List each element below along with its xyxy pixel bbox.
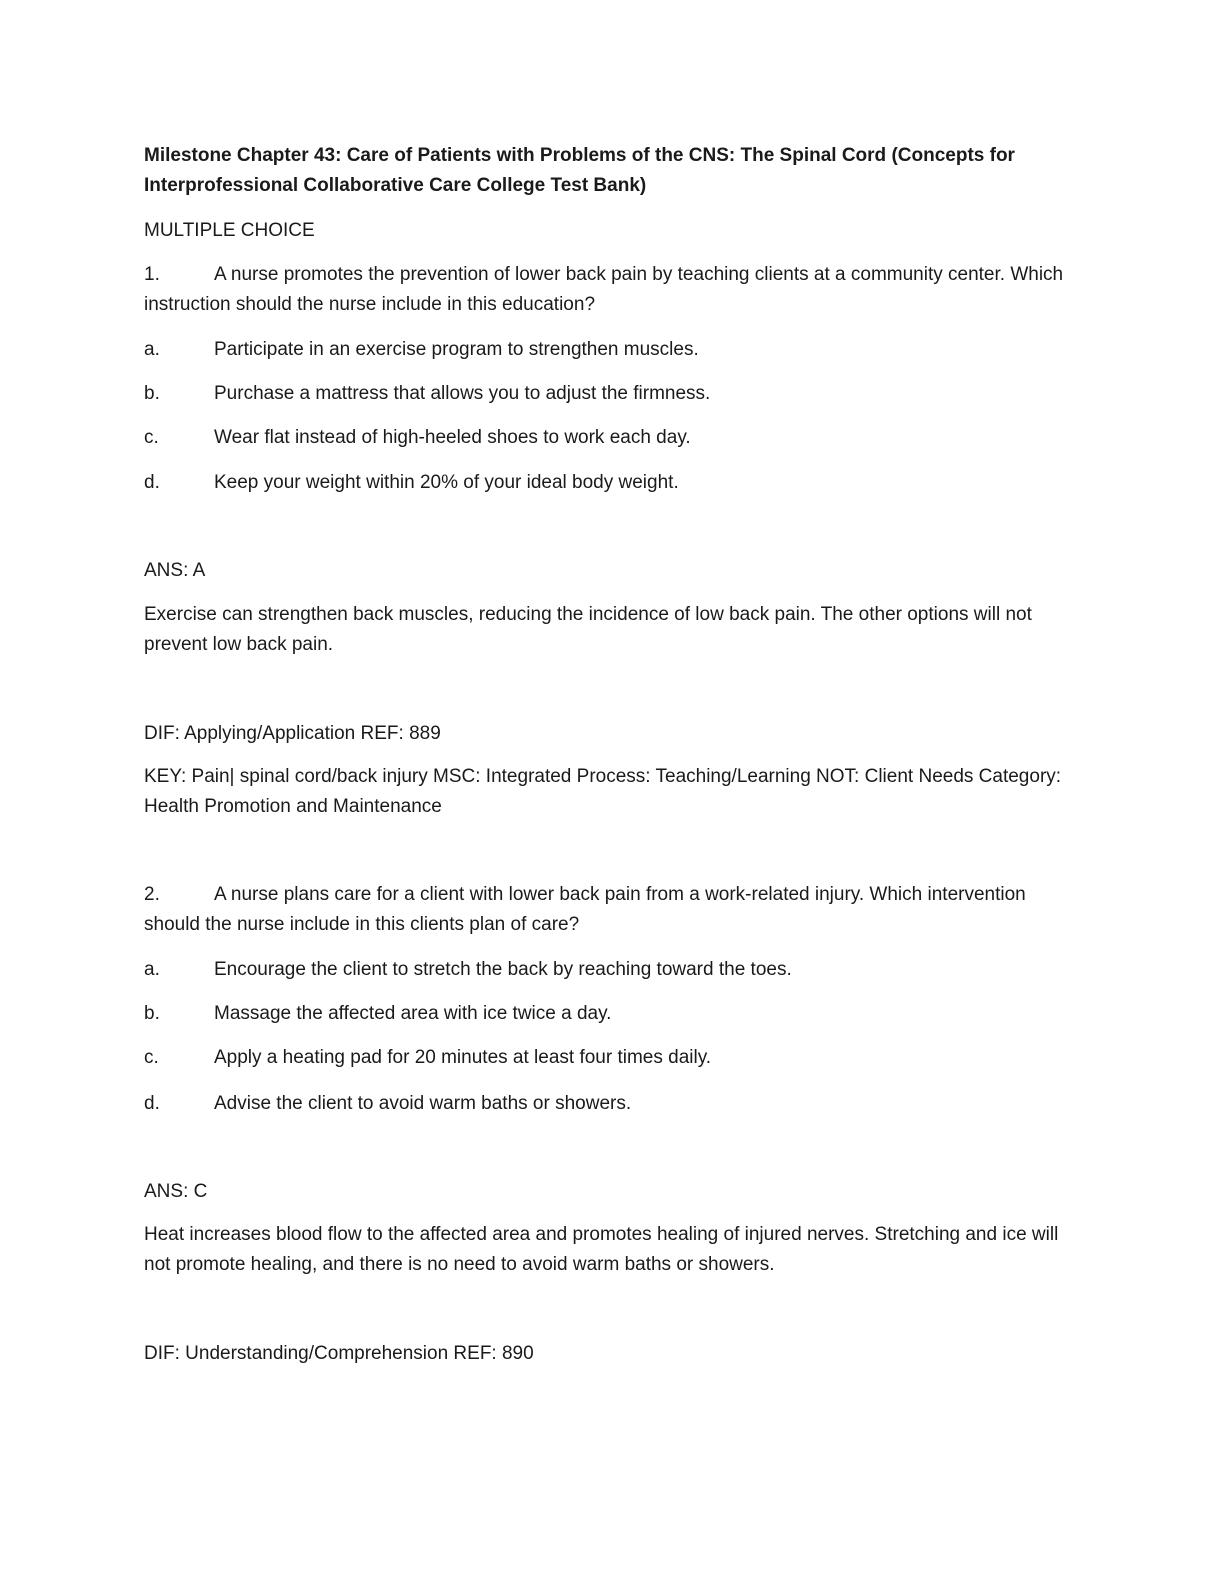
question-2-stem bbox=[144, 880, 1074, 939]
question-2-answer: ANS: C bbox=[144, 1181, 208, 1202]
document-title: Milestone Chapter 43: Care of Patients with Problems of the CNS: The Spinal Cord (Concepts for Interprofessional Collaborative Care College Test Bank) bbox=[144, 145, 1015, 196]
question-number: 1. bbox=[144, 264, 160, 285]
question-number: 2. bbox=[144, 884, 160, 905]
question-1-option-a bbox=[144, 335, 1074, 364]
question-1-option-c bbox=[144, 423, 1074, 452]
question-1-key: KEY: Pain| spinal cord/back injury MSC: Integrated Process: Teaching/Learning NOT: Client Needs Category: Health Promotion and Maintenance bbox=[144, 766, 1062, 817]
question-text: A nurse promotes the prevention of lower back pain by teaching clients at a community center. Which instruction should the nurse include in this education? bbox=[144, 264, 1064, 315]
option-letter: a. bbox=[144, 959, 160, 980]
question-2-option-d bbox=[144, 1089, 1074, 1118]
option-text: Encourage the client to stretch the back by reaching toward the toes. bbox=[214, 959, 792, 980]
option-letter: b. bbox=[144, 1003, 160, 1024]
question-1-answer: ANS: A bbox=[144, 560, 206, 581]
option-letter: a. bbox=[144, 339, 160, 360]
question-1-difficulty: DIF: Applying/Application REF: 889 bbox=[144, 723, 441, 744]
question-2-option-b bbox=[144, 999, 1074, 1028]
option-letter: c. bbox=[144, 1047, 159, 1068]
option-letter: b. bbox=[144, 383, 160, 404]
question-1-option-b bbox=[144, 379, 1074, 408]
option-text: Purchase a mattress that allows you to adjust the firmness. bbox=[214, 383, 711, 404]
question-1-rationale: Exercise can strengthen back muscles, reducing the incidence of low back pain. The other options will not prevent low back pain. bbox=[144, 604, 1032, 655]
option-text: Keep your weight within 20% of your ideal body weight. bbox=[214, 472, 679, 493]
question-1-option-d bbox=[144, 468, 1074, 497]
option-text: Massage the affected area with ice twice a day. bbox=[214, 1003, 612, 1024]
question-2-rationale: Heat increases blood flow to the affected area and promotes healing of injured nerves. Stretching and ice will not promote healing, and there is no need to avoid warm baths or showers. bbox=[144, 1224, 1059, 1275]
option-letter: c. bbox=[144, 427, 159, 448]
section-heading: MULTIPLE CHOICE bbox=[144, 220, 315, 241]
option-text: Apply a heating pad for 20 minutes at least four times daily. bbox=[214, 1047, 712, 1068]
option-letter: d. bbox=[144, 1093, 160, 1114]
question-2-option-a bbox=[144, 955, 1074, 984]
option-text: Wear flat instead of high-heeled shoes to work each day. bbox=[214, 427, 691, 448]
question-text: A nurse plans care for a client with lower back pain from a work-related injury. Which intervention should the nurse include in this clients plan of care? bbox=[144, 884, 1026, 935]
option-letter: d. bbox=[144, 472, 160, 493]
option-text: Advise the client to avoid warm baths or showers. bbox=[214, 1093, 632, 1114]
option-text: Participate in an exercise program to strengthen muscles. bbox=[214, 339, 699, 360]
question-2-option-c bbox=[144, 1043, 1074, 1072]
question-1-stem bbox=[144, 260, 1074, 319]
question-2-difficulty: DIF: Understanding/Comprehension REF: 890 bbox=[144, 1343, 534, 1364]
